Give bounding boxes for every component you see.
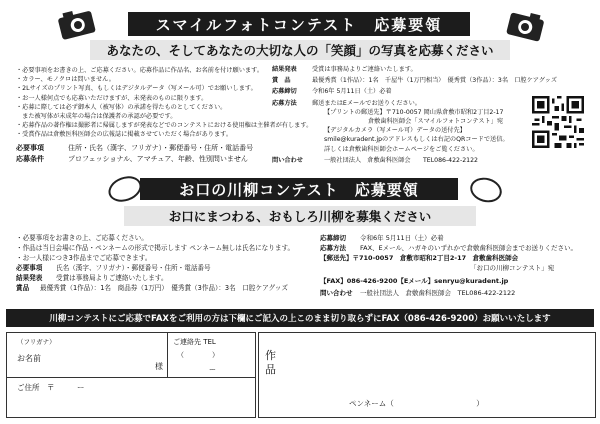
senryu-deadline-value: 令和6年 5月11日（土）必着 <box>360 234 444 242</box>
photo-note: ・お一人様何点でも応募いただけますが、未発表のものに限ります。 <box>16 94 208 102</box>
photo-qualify-value: プロフェッショナル、アマチュア、年齢、性別問いません <box>68 155 248 163</box>
qr-code[interactable] <box>532 96 584 148</box>
photo-deadline-label: 応募締切 <box>272 88 297 96</box>
entry-form-work <box>258 332 596 418</box>
scribble-decoration-right <box>467 174 504 205</box>
work-label: 作品 <box>265 349 276 376</box>
senryu-prize-value: 最優秀賞（1作品）：1名 商品券（1万円） 優秀賞（3作品）：3名 口腔ケアグッズ <box>40 284 288 292</box>
photo-note: ・応募作品の著作権は撮影者に帰属しますが発表などでのコンテストにおける使用権は主催者が有します。 <box>16 122 313 130</box>
senryu-contact-label: 問い合わせ <box>320 289 353 297</box>
senryu-contest-title: お口の川柳コンテスト 応募要領 <box>140 178 458 200</box>
photo-note: ・受賞作品は倉敷医科医師会の広報誌に掲載させていただく場合があります。 <box>16 131 233 139</box>
photo-required <box>16 143 253 165</box>
photo-notes <box>16 66 312 140</box>
senryu-required-value: 氏名（漢字、フリガナ）・郵便番号・住所・電話番号 <box>56 264 211 272</box>
photo-contest-title: スマイルフォトコンテスト 応募要領 <box>128 12 470 36</box>
photo-deadline-value: 令和6年 5月11日（土）必着 <box>312 88 392 96</box>
photo-method-label: 応募方法 <box>272 99 297 107</box>
senryu-note: ・必要事項をお書きの上、ご応募ください。 <box>16 234 148 242</box>
senryu-prize-label: 賞品 <box>16 284 30 292</box>
senryu-mail-address: 【郵送先】〒710-0057 倉敷市昭和2丁目2-17 倉敷歯科医師会 <box>320 254 519 262</box>
photo-contact-label: 問い合わせ <box>272 156 303 164</box>
senryu-contact-value: 一般社団法人 倉敷歯科医師会 TEL086-422-2122 <box>360 289 516 297</box>
senryu-mail-address-2: 「お口の川柳コンテスト」宛 <box>470 264 555 272</box>
photo-prize-value: 最優秀賞（1作品）：1名 千屋牛（1万円相当） 優秀賞（3作品）：3名 口腔ケアグッズ <box>312 77 558 85</box>
penname-field[interactable]: ペンネーム（ ） <box>349 399 484 408</box>
photo-note: ・応募に際しては必ず御本人（被写体）の承諾を得たものとしてください。 <box>16 103 227 111</box>
senryu-deadline-label: 応募締切 <box>320 234 346 242</box>
photo-announce-value: 受賞は事務局よりご連絡いたします。 <box>312 66 417 73</box>
photo-contest-subtitle: あなたの、そしてあなたの大切な人の「笑顔」の写真を応募ください <box>90 40 510 60</box>
name-label: お名前 <box>17 354 41 363</box>
fax-instruction-bar: 川柳コンテストにご応募でFAXをご利用の方は下欄にご記入の上このまま切り取らずにFAX（086-426-9200）お願いいたします <box>6 309 594 327</box>
address-field[interactable]: ご住所 〒 ー <box>17 383 85 392</box>
photo-digital-heading: 【デジタルカメラ（写メール可）データの送付先】 <box>324 127 466 135</box>
tel-dash: ー <box>209 366 216 374</box>
photo-details <box>272 65 557 165</box>
senryu-details <box>320 233 577 298</box>
photo-print-address-2: 倉敷歯科医師会「スマイルフォトコンテスト」宛 <box>368 118 504 126</box>
senryu-note: ・お一人様につき3作品までご応募できます。 <box>16 254 152 262</box>
photo-contact-value: 一般社団法人 倉敷歯科医師会 TEL086-422-2122 <box>324 156 478 164</box>
photo-required-value: 住所・氏名（漢字、フリガナ）・郵便番号・住所・電話番号 <box>68 144 254 152</box>
photo-note: ・2Lサイズのプリント写真、もしくはデジタルデータ（写メール可）でお願いします。 <box>16 85 257 93</box>
senryu-contest-subtitle: お口にまつわる、おもしろ川柳を募集ください <box>124 206 476 226</box>
photo-note: ・必要事項をお書きの上、ご応募ください。応募作品に作品名、お名前を付け願います。 <box>16 67 264 74</box>
senryu-notes <box>16 233 294 293</box>
senryu-required-label: 必要事項 <box>16 264 43 272</box>
photo-note: また被写体が未成年の場合は保護者の承認が必要です。 <box>16 113 177 121</box>
senryu-method-value: FAX、Eメール、ハガキのいずれかで倉敷歯科医師会までお送りください。 <box>360 244 577 252</box>
senryu-announce-label: 結果発表 <box>16 274 43 282</box>
camera-left-icon <box>58 6 98 44</box>
photo-prize-label: 賞 品 <box>272 77 291 85</box>
name-field[interactable] <box>53 347 153 369</box>
camera-right-icon <box>505 8 545 46</box>
sama-label: 様 <box>155 362 163 371</box>
senryu-method-label: 応募方法 <box>320 244 346 252</box>
entry-form-contact <box>6 332 256 418</box>
photo-announce-label: 結果発表 <box>272 66 297 73</box>
photo-required-label: 必要事項 <box>16 144 44 152</box>
photo-digital-address: smile@kuradent.jpのアドレスもしくは右記のQRコードで送信。 <box>324 136 509 144</box>
furigana-label: （フリガナ） <box>17 338 56 346</box>
tel-field[interactable]: （ ） <box>177 351 219 359</box>
senryu-note: ・作品は当日会場に作品・ペンネームの形式で掲示します ペンネーム無しは氏名になります。 <box>16 244 295 252</box>
photo-note: ・カラー、モノクロは問いません。 <box>16 76 115 84</box>
work-field[interactable] <box>283 337 589 393</box>
senryu-announce-value: 受賞は事務局よりご連絡いたします。 <box>56 274 168 282</box>
tel-label: ご連絡先 TEL <box>173 338 216 346</box>
photo-qualify-label: 応募条件 <box>16 155 44 163</box>
photo-method-value: 郵送またはEメールでお送りください。 <box>312 99 421 107</box>
senryu-fax-email: 【FAX】086-426-9200【Eメール】senryu@kuradent.jp <box>320 277 509 285</box>
photo-digital-note: 詳しくは倉敷歯科医師会ホームページをご覧ください。 <box>324 145 479 153</box>
form-divider-v <box>167 333 168 377</box>
form-divider-h <box>7 377 255 378</box>
photo-print-address: 【プリントの郵送先】〒710-0057 岡山県倉敷市昭和2丁目2-17 <box>324 108 504 116</box>
